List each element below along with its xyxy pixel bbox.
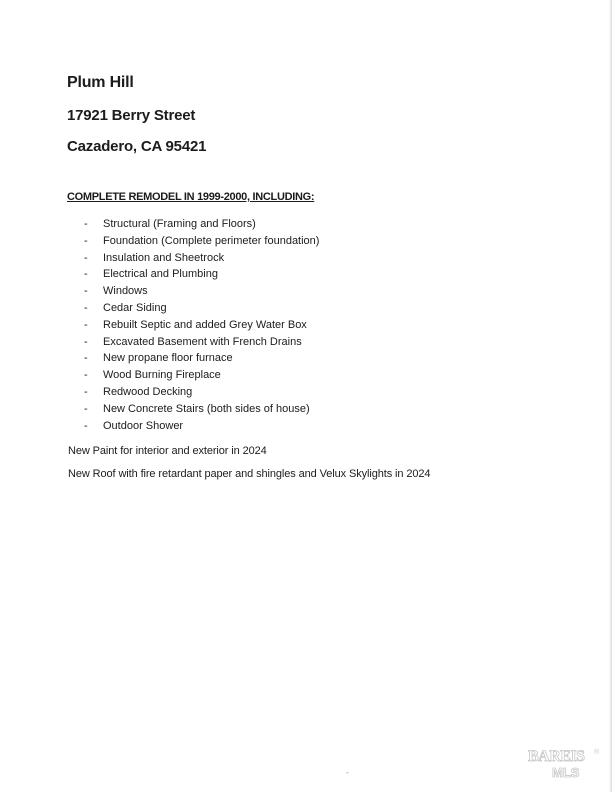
list-item-text: Insulation and Sheetrock [103,251,225,264]
list-item-text: Redwood Decking [103,385,193,398]
bullet-dash: - [84,402,88,415]
bullet-dash: - [84,218,88,230]
bullet-dash: - [84,318,88,331]
list-item-text: Wood Burning Fireplace [103,369,221,382]
bareis-mls-watermark-logo [526,746,602,780]
bullet-dash: - [84,335,88,348]
list-item [84,216,319,233]
paint-note: New Paint for interior and exterior in 2024 [68,445,267,457]
list-item [84,283,319,300]
list-item [84,317,319,334]
bullet-dash: - [84,385,88,398]
bullet-dash: - [84,301,88,314]
list-item [84,266,319,283]
property-name: Plum Hill [67,74,134,91]
remodel-list [84,216,319,434]
list-item [84,401,319,418]
list-item-text: Electrical and Plumbing [103,268,218,281]
watermark-svg [526,746,602,780]
bullet-dash: - [84,369,88,382]
list-item [84,384,319,401]
roof-note: New Roof with fire retardant paper and shingles and Velux Skylights in 2024 [68,468,431,480]
bullet-dash: - [84,419,88,432]
bullet-dash: - [84,285,88,298]
list-item [84,334,319,351]
list-item [84,233,319,250]
watermark-line1: BAREIS [528,748,585,765]
list-item-text: Cedar Siding [103,301,167,314]
bullet-dash: - [84,251,88,264]
bullet-dash: - [84,352,88,365]
list-item [84,350,319,367]
list-item-text: New propane floor furnace [103,352,233,365]
list-item-text: Windows [103,285,148,298]
list-item-text: Structural (Framing and Floors) [103,218,256,230]
list-item [84,250,319,267]
list-item-text: Outdoor Shower [103,419,184,432]
list-item-text: New Concrete Stairs (both sides of house) [103,402,310,415]
footer-mark: - [346,768,349,777]
watermark-registered: ® [594,749,600,756]
list-item [84,367,319,384]
bullet-dash: - [84,268,88,281]
watermark-line2: MLS [552,765,580,780]
list-item-text: Foundation (Complete perimeter foundation) [103,234,320,247]
remodel-heading: COMPLETE REMODEL IN 1999-2000, INCLUDING: [67,191,315,203]
property-street: 17921 Berry Street [67,107,196,124]
bullet-dash: - [84,234,88,247]
list-item-text: Excavated Basement with French Drains [103,335,302,348]
list-item [84,418,319,435]
list-item [84,300,319,317]
property-city: Cazadero, CA 95421 [67,138,207,155]
list-item-text: Rebuilt Septic and added Grey Water Box [103,318,307,331]
